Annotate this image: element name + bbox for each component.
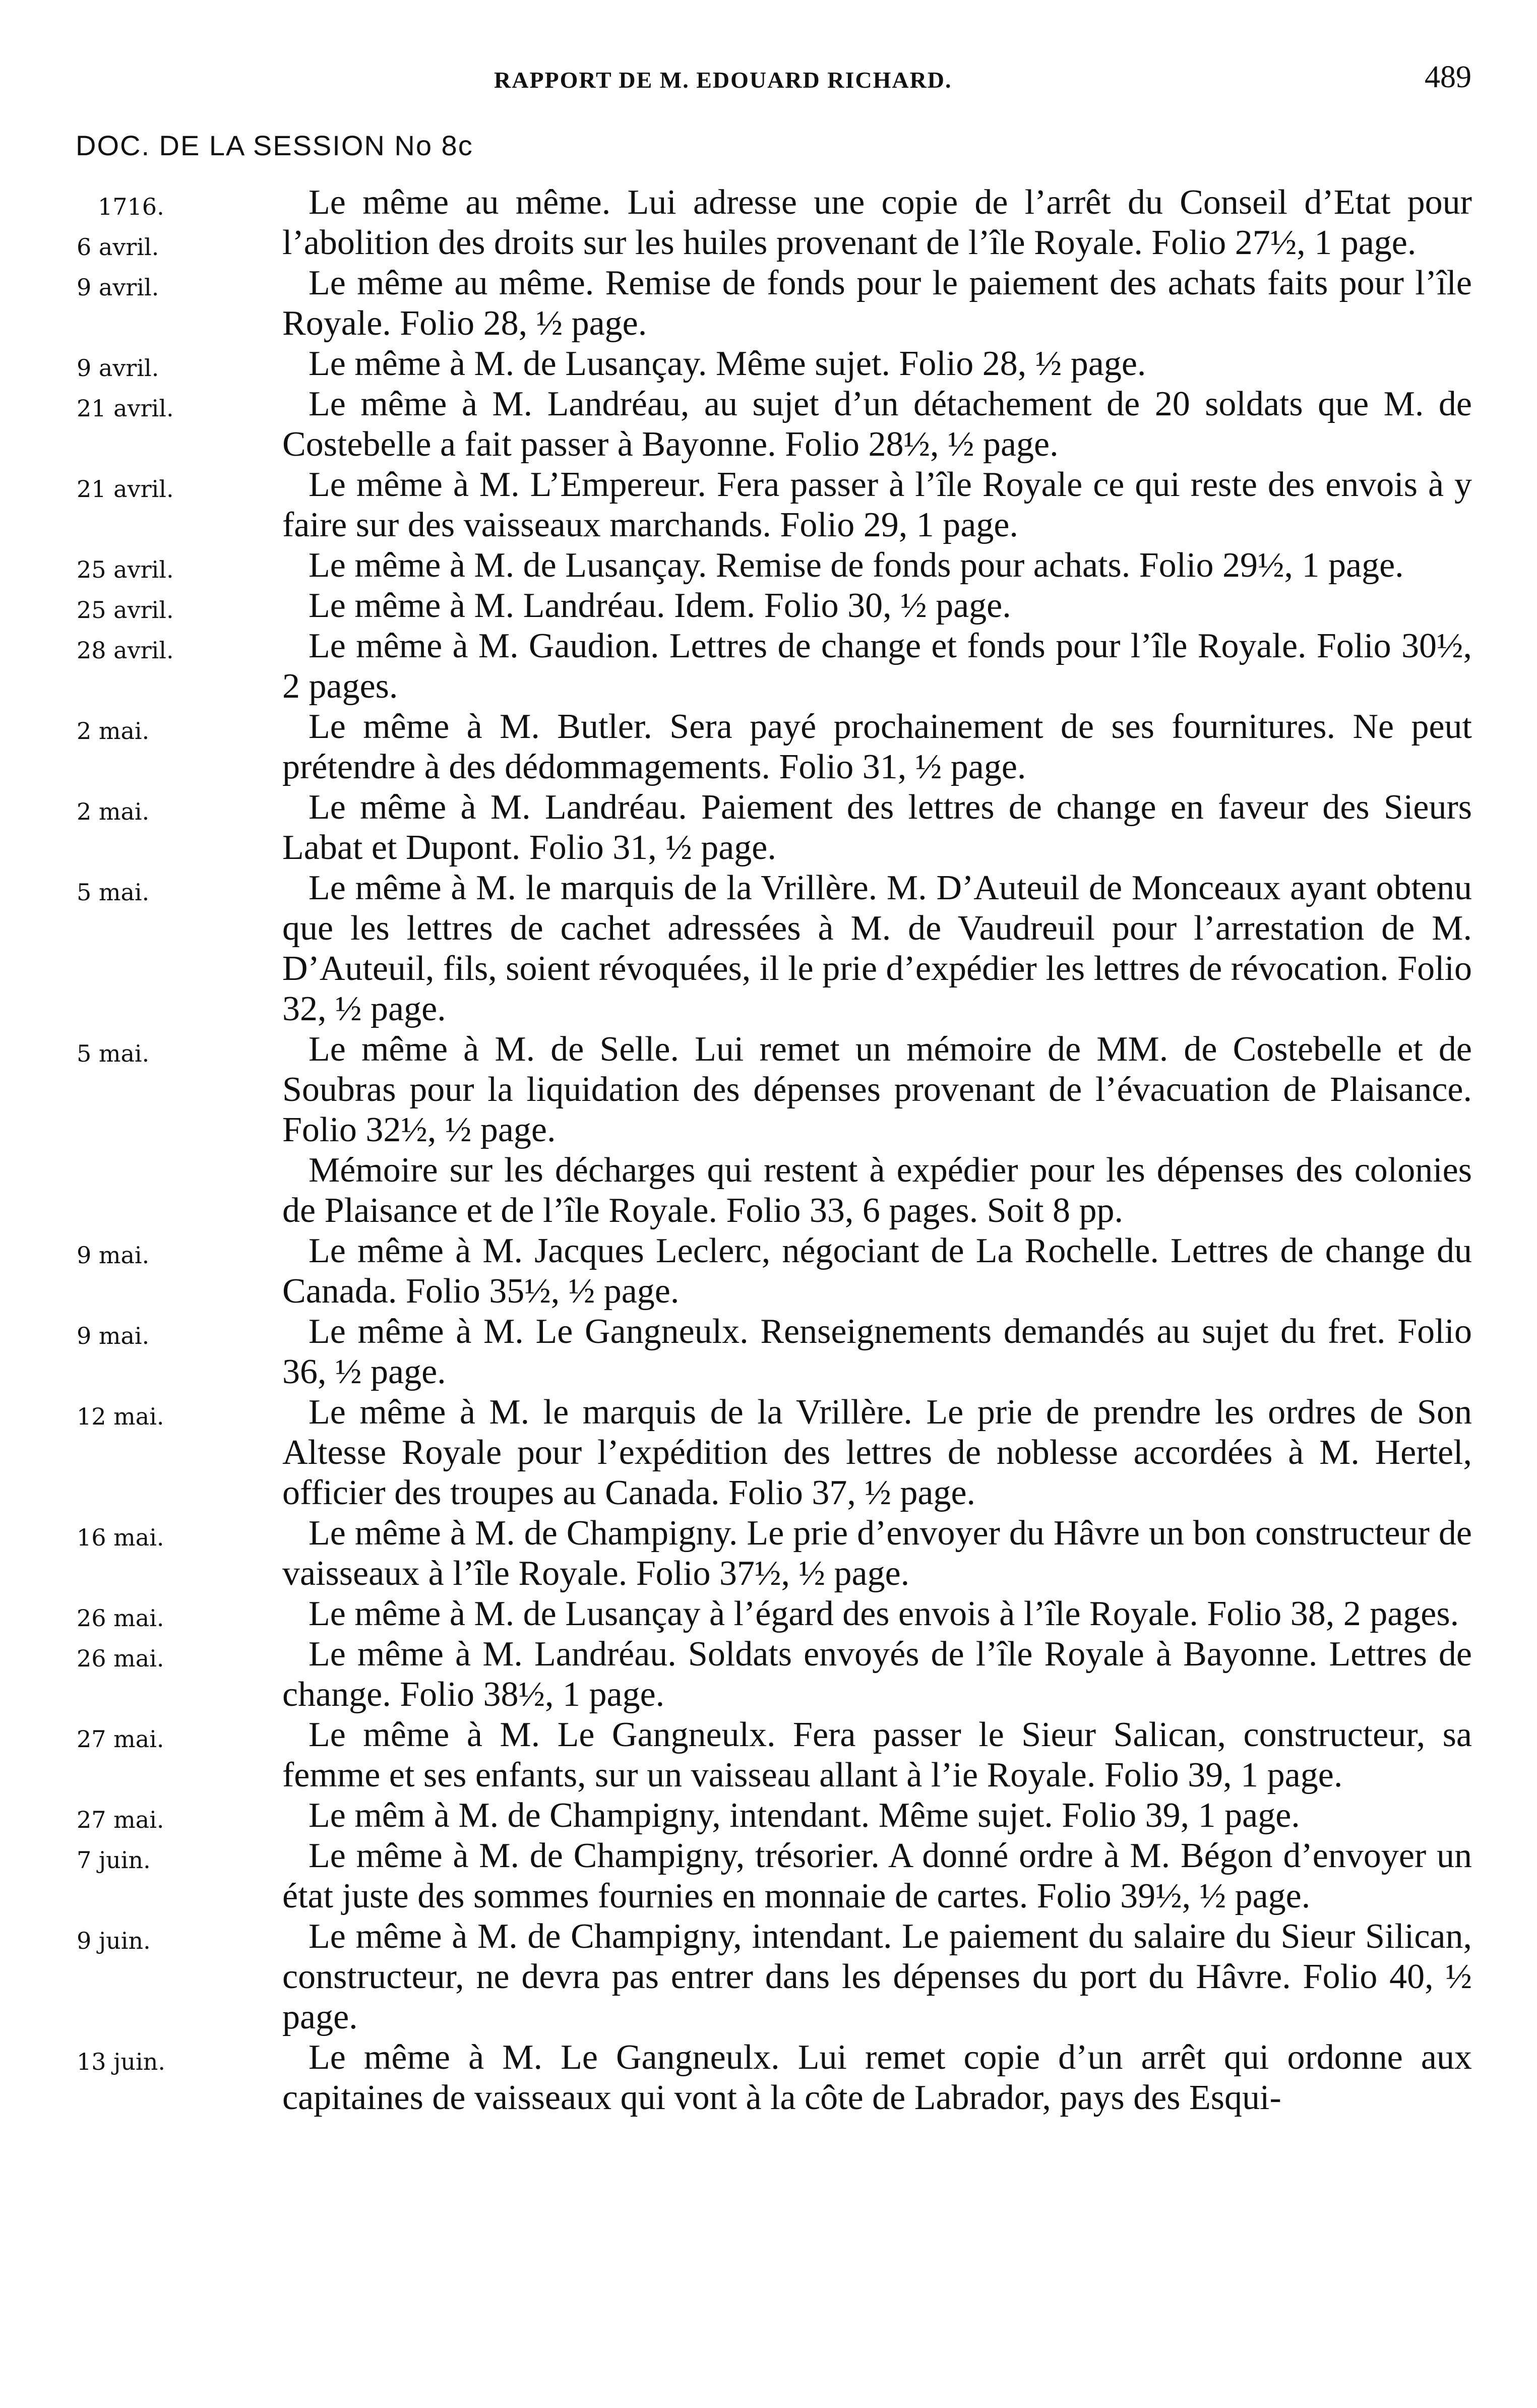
entry-text: Le même à M. de Champigny, trésorier. A donné ordre à M. Bégon d’envoyer un état juste des sommes fournies en monnaie de cartes. Folio 39½, ½ page. xyxy=(282,1836,1472,1916)
entry xyxy=(0,868,1537,1029)
entries-list xyxy=(0,182,1537,2118)
entry-text: Le même à M. de Champigny. Le prie d’envoyer du Hâvre un bon constructeur de vaisseaux à l’île Royale. Folio 37½, ½ page. xyxy=(282,1514,1472,1593)
entry xyxy=(0,1312,1537,1392)
entry-date: 26 mai. xyxy=(77,1645,164,1672)
entry xyxy=(0,384,1537,465)
entry xyxy=(0,465,1537,545)
entry-text: Mémoire sur les décharges qui restent à expédier pour les dépenses des colonies de Plaisance et de l’île Royale. Folio 33, 6 pages. Soit 8 pp. xyxy=(282,1151,1472,1230)
entry-text: Le même à M. Le Gangneulx. Fera passer le Sieur Salican, constructeur, sa femme et ses enfants, sur un vaisseau allant à l’ie Royale. Folio 39, 1 page. xyxy=(282,1715,1472,1795)
entry-date: 21 avril. xyxy=(77,395,174,422)
entry-date: 26 mai. xyxy=(77,1604,164,1632)
entry-text: Le même à M. Gaudion. Lettres de change et fonds pour l’île Royale. Folio 30½, 2 pages. xyxy=(282,627,1472,706)
entry-date: 9 mai. xyxy=(77,1322,150,1349)
entry-date: 9 avril. xyxy=(77,274,159,301)
entry xyxy=(0,1634,1537,1715)
entry-text: Le mêm à M. de Champigny, intendant. Même sujet. Folio 39, 1 page. xyxy=(309,1796,1300,1835)
entry xyxy=(0,787,1537,868)
entry-date xyxy=(77,187,268,267)
entry xyxy=(0,586,1537,626)
entry xyxy=(0,182,1537,263)
entry-date: 12 mai. xyxy=(77,1403,164,1430)
entry xyxy=(0,1392,1537,1513)
entry-text: Le même à M. Landréau. Idem. Folio 30, ½ page. xyxy=(309,586,1011,625)
entry-year: 1716. xyxy=(98,193,164,220)
entry xyxy=(0,2037,1537,2118)
entry-date: 13 juin. xyxy=(77,2048,166,2075)
entry-text: Le même à M. de Selle. Lui remet un mémoire de MM. de Costebelle et de Soubras pour la liquidation des dépenses provenant de l’évacuation de Plaisance. Folio 32½, ½ page. xyxy=(282,1030,1472,1149)
entry-date: 28 avril. xyxy=(77,637,174,664)
entry xyxy=(0,626,1537,707)
entry-date: 21 avril. xyxy=(77,475,174,503)
entry-text: Le même à M. Landréau, au sujet d’un détachement de 20 soldats que M. de Costebelle a fait passer à Bayonne. Folio 28½, ½ page. xyxy=(282,385,1472,464)
entry xyxy=(0,545,1537,586)
entry-date: 9 avril. xyxy=(77,354,159,382)
entry-text: Le même à M. de Champigny, intendant. Le paiement du salaire du Sieur Silican, constructeur, ne devra pas entrer dans les dépenses du port du Hâvre. Folio 40, ½ page. xyxy=(282,1917,1472,2036)
entry-text: Le même à M. Le Gangneulx. Lui remet copie d’un arrêt qui ordonne aux capitaines de vaisseaux qui vont à la côte de Labrador, pays des Esqui- xyxy=(282,2038,1472,2117)
entry-text: Le même au même. Lui adresse une copie de l’arrêt du Conseil d’Etat pour l’abolition des droits sur les huiles provenant de l’île Royale. Folio 27½, 1 page. xyxy=(282,183,1472,262)
entry-date: 25 avril. xyxy=(77,556,174,583)
running-title: RAPPORT DE M. EDOUARD RICHARD. xyxy=(494,67,952,93)
entry xyxy=(0,1231,1537,1312)
entry-memoire xyxy=(0,1150,1537,1231)
entry xyxy=(0,1715,1537,1796)
entry-date: 27 mai. xyxy=(77,1806,164,1833)
entry-date: 5 mai. xyxy=(77,1040,150,1067)
entry xyxy=(0,1029,1537,1150)
entry xyxy=(0,1917,1537,2037)
page-number: 489 xyxy=(1425,60,1471,94)
entry-date: 16 mai. xyxy=(77,1524,164,1551)
entry-text: Le même à M. Landréau. Soldats envoyés de l’île Royale à Bayonne. Lettres de change. Folio 38½, 1 page. xyxy=(282,1635,1472,1714)
entry-text: Le même à M. Butler. Sera payé prochainement de ses fournitures. Ne peut prétendre à des dédommagements. Folio 31, ½ page. xyxy=(282,707,1472,786)
doc-session-label: DOC. DE LA SESSION No 8c xyxy=(76,130,473,161)
entry xyxy=(0,707,1537,787)
entry-text: Le même à M. le marquis de la Vrillère. Le prie de prendre les ordres de Son Altesse Royale pour l’expédition des lettres de noblesse accordées à M. Hertel, officier des troupes au Canada. Folio 37, ½ page. xyxy=(282,1393,1472,1512)
entry-date: 2 mai. xyxy=(77,717,150,745)
entry-date: 2 mai. xyxy=(77,798,150,825)
entry-text: Le même à M. Le Gangneulx. Renseignements demandés au sujet du fret. Folio 36, ½ page. xyxy=(282,1312,1472,1391)
entry-text: Le même à M. Jacques Leclerc, négociant de La Rochelle. Lettres de change du Canada. Folio 35½, ½ page. xyxy=(282,1231,1472,1311)
entry-date: 25 avril. xyxy=(77,596,174,624)
entry-date: 27 mai. xyxy=(77,1725,164,1753)
entry xyxy=(0,1513,1537,1594)
entry-text: Le même à M. Landréau. Paiement des lettres de change en faveur des Sieurs Labat et Dupont. Folio 31, ½ page. xyxy=(282,788,1472,867)
entry-text: Le même à M. de Lusançay. Remise de fonds pour achats. Folio 29½, 1 page. xyxy=(309,546,1404,585)
entry-date: 5 mai. xyxy=(77,879,150,906)
entry-text: Le même à M. de Lusançay. Même sujet. Folio 28, ½ page. xyxy=(309,344,1146,383)
entry xyxy=(0,1594,1537,1634)
entry xyxy=(0,1836,1537,1917)
entry-text: Le même à M. L’Empereur. Fera passer à l’île Royale ce qui reste des envois à y faire sur des vaisseaux marchands. Folio 29, 1 page. xyxy=(282,465,1472,544)
entry xyxy=(0,263,1537,344)
entry xyxy=(0,1796,1537,1836)
entry-day: 6 avril. xyxy=(77,233,159,261)
entry-text: Le même à M. le marquis de la Vrillère. M. D’Auteuil de Monceaux ayant obtenu que les lettres de cachet adressées à M. de Vaudreuil pour l’arrestation de M. D’Auteuil, fils, soient révoquées, il le prie d’expédier les lettres de révocation. Folio 32, ½ page. xyxy=(282,869,1472,1028)
entry-text: Le même au même. Remise de fonds pour le paiement des achats faits pour l’île Royale. Folio 28, ½ page. xyxy=(282,264,1472,343)
entry-text: Le même à M. de Lusançay à l’égard des envois à l’île Royale. Folio 38, 2 pages. xyxy=(309,1594,1459,1633)
entry-date: 9 juin. xyxy=(77,1927,151,1954)
entry-date: 9 mai. xyxy=(77,1242,150,1269)
entry xyxy=(0,344,1537,384)
entry-date: 7 juin. xyxy=(77,1846,151,1874)
